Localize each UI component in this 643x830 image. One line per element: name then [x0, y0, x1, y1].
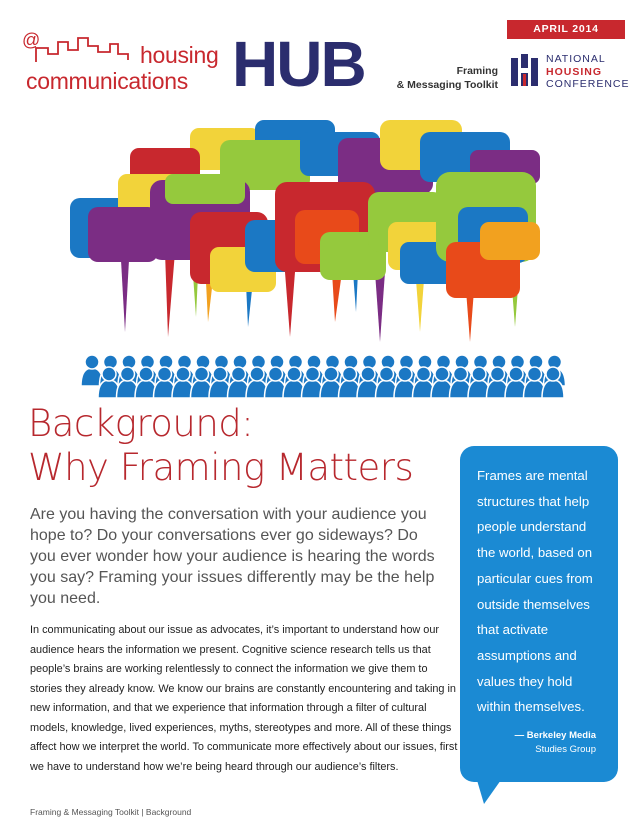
speech-bubbles — [70, 120, 540, 298]
lead-paragraph: Are you having the conversation with your audience you hope to? Do your conversations ever go sideways? Do you ever wonder how your audience is hearing the words you say? Framing your issues differently may be the help you need. — [30, 506, 435, 607]
toolkit-line-1: Framing — [456, 65, 498, 77]
org-name — [546, 53, 630, 91]
page-title — [28, 402, 458, 490]
quote-callout-tail-icon — [474, 770, 514, 806]
speech-bubbles-crowd-illustration — [70, 112, 570, 402]
quote-attribution-name: — Berkeley Media — [514, 730, 596, 741]
audience-crowd — [81, 355, 566, 398]
org-line-3: CONFERENCE — [546, 78, 630, 90]
at-sign-icon: @ — [22, 30, 41, 50]
toolkit-label — [372, 64, 498, 92]
quote-attribution — [470, 729, 596, 757]
national-housing-conference-logo-icon — [509, 52, 541, 88]
toolkit-line-2: & Messaging Toolkit — [396, 79, 498, 91]
date-badge: APRIL 2014 — [507, 20, 625, 39]
logo-housing-text: housing — [140, 42, 219, 68]
title-line-2: Why Framing Matters — [28, 446, 414, 489]
housing-hub-logo — [18, 28, 378, 100]
quote-attribution-org: Studies Group — [535, 744, 596, 755]
logo-hub-text: HUB — [232, 28, 365, 100]
quote-text: Frames are mental structures that help people understand the world, based on particular cues from outside themselves that activate assumptions and values they hold within themselves. — [477, 468, 593, 715]
org-line-2: HOUSING — [546, 65, 603, 78]
org-line-1: NATIONAL — [546, 53, 606, 65]
logo-communications-text: communications — [26, 68, 188, 94]
page-footer: Framing & Messaging Toolkit | Background — [30, 807, 192, 817]
body-paragraph: In communicating about our issue as advocates, it’s important to understand how our audience hears the information we present. Cognitive science research tells us that people’s brains are working relentlessly to connect the information we give them to stories they already know. We know our brains are constantly encountering and taking in new information, and that we experience that information through a filter of cultural models, knowledge, lived experiences, myths, stereotypes and more. All of these things affect how we interpret the world. To communicate more effectively about our issues, first we have to understand how we’re being heard through our audience’s filters. — [30, 624, 458, 773]
title-line-1: Background: — [28, 402, 254, 445]
